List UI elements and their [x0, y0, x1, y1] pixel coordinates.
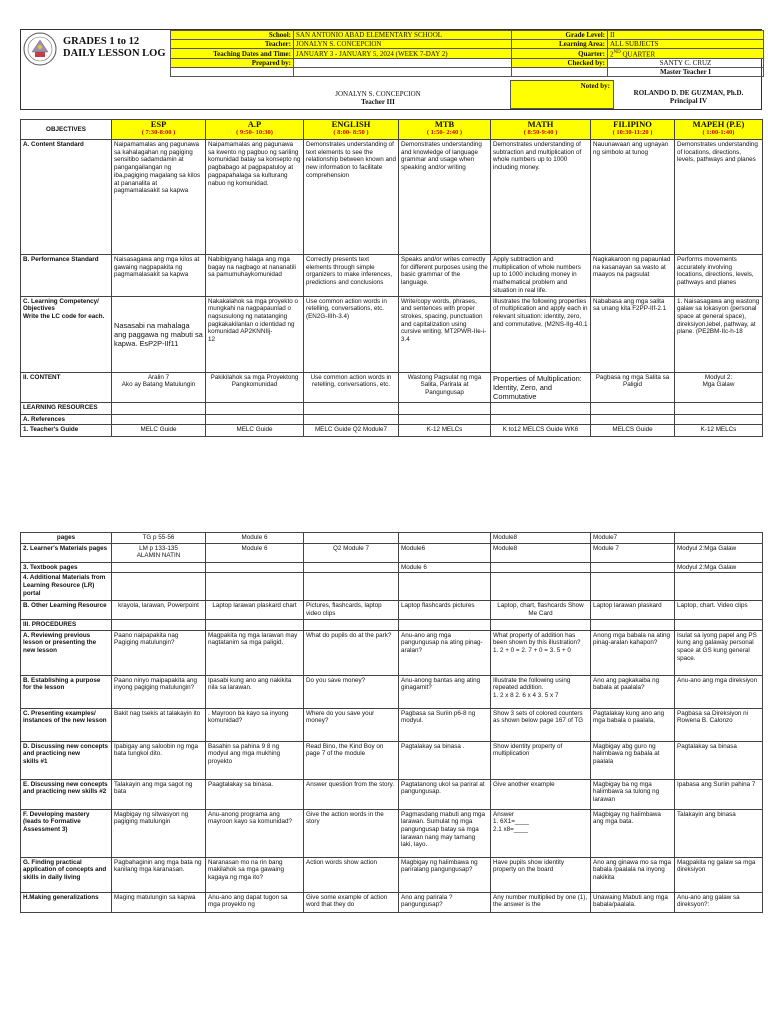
subject-name: MTB — [434, 119, 455, 129]
table-cell — [491, 573, 591, 601]
subject-name: MAPEH (P.E) — [692, 119, 745, 129]
table-row — [21, 402, 763, 414]
lesson-log-title — [63, 36, 166, 60]
checked-label: Checked by: — [512, 59, 608, 68]
table-cell: Show 3 sets of colored counters as shown below page 167 of TG — [491, 708, 591, 741]
table-cell: Laptop, chart. Video clips — [675, 601, 763, 619]
table-row — [21, 708, 763, 741]
row-label: 2. Learner's Materials pages — [21, 543, 112, 562]
table-cell: Pagtalakay kung ano ang mga babala o paalala, — [591, 708, 675, 741]
table-cell: Module 6 — [206, 543, 304, 562]
table-cell: Write/copy words, phrases, and sentences with proper strokes, spacing, punctuation and capitalization using cursive writing. MT2PWR-IIe-i-3.4 — [399, 296, 491, 372]
subject-header — [112, 120, 206, 140]
table-cell: Have pupils show identity property on the board — [491, 857, 591, 892]
table-cell: Talakayin ang binasa — [675, 809, 763, 857]
table-cell — [206, 402, 304, 414]
table-cell: Magbigay ng sitwasyon ng pagiging matulungin — [112, 809, 206, 857]
table-cell — [304, 414, 399, 425]
table-cell — [675, 533, 763, 544]
table-cell — [399, 414, 491, 425]
table-cell: Nabibigyang halaga ang mga bagay na nagbago at nananatili sa pamumuhaykomunidad — [206, 255, 304, 297]
table-cell: Pagbasa sa Suriin p6-8 ng modyul. — [399, 708, 491, 741]
row-label: E. Discussing new concepts and practicing new skills #2 — [21, 779, 112, 809]
table-cell: Naipamamalas ang pagunawa sa kwento ng pagbuo ng sariling komunidad batay sa konsepto ng pagbabago at pagpapatuloy at pagpapahalaga sa kulturang nabuo ng komunidad. — [206, 140, 304, 255]
noted-signature — [614, 89, 763, 105]
objectives-label: OBJECTIVES — [21, 120, 112, 140]
table-cell — [399, 619, 491, 630]
table-cell — [399, 533, 491, 544]
table-cell: Magbigay abg guro ng halimbawa ng babala at paalala — [591, 741, 675, 779]
table-cell: Ano ang parirala ? pangungusap? — [399, 892, 491, 912]
subject-name: A.P — [247, 119, 262, 129]
area-value: ALL SUBJECTS — [608, 40, 764, 49]
table-cell — [206, 414, 304, 425]
table-cell: Anu-ano ang mga pangungusap na ating pinag-aralan? — [399, 630, 491, 675]
table-cell: Laptop larawan plaskard chart — [206, 601, 304, 619]
table-cell: Give the action words in the story — [304, 809, 399, 857]
table-cell: Pagbasa sa Direksiyon ni Rowena B. Calonzo — [675, 708, 763, 741]
table-cell: Anu-ano ang dapat tugon sa mga proyekto ng — [206, 892, 304, 912]
table-cell: Isulat sa iyong papel ang PS kung ang galaway personal space at GS kung general space. — [675, 630, 763, 675]
row-label: 4. Additional Materials from Learning Resource (LR) portal — [21, 573, 112, 601]
subject-time: ( 1:00-1:40) — [702, 129, 735, 136]
table-row — [21, 533, 763, 544]
subject-time: ( 1:50- 2:40 ) — [426, 129, 463, 136]
table-cell: Pagtatanong ukol sa pariral at pangungusap. — [399, 779, 491, 809]
table-cell — [304, 533, 399, 544]
school-label: School: — [171, 31, 294, 40]
table-cell: Action words show action — [304, 857, 399, 892]
objectives-table — [20, 119, 763, 437]
table-cell — [112, 402, 206, 414]
table-cell: Any number multiplied by one (1), the answer is the — [491, 892, 591, 912]
table-cell: Module 7 — [591, 543, 675, 562]
grade-label: Grade Level: — [512, 31, 608, 40]
prepared-signature — [293, 90, 463, 106]
table-cell: Apply subtraction and multiplication of whole numbers up to 1000 including money in mathematical problem and situation in real life. — [491, 255, 591, 297]
row-label: C. Presenting examples/ instances of the new lesson — [21, 708, 112, 741]
table-row — [21, 372, 763, 402]
table-cell: Laptop larawan plaskard — [591, 601, 675, 619]
header-info-grid — [170, 30, 764, 77]
table-cell: Answer question from the story. — [304, 779, 399, 809]
table-cell — [304, 619, 399, 630]
table-row — [21, 562, 763, 573]
table-cell — [591, 414, 675, 425]
table-row — [21, 630, 763, 675]
table-cell — [491, 402, 591, 414]
table-cell: Paano ninyo maipapakita ang inyong pagiging matulungin? — [112, 675, 206, 708]
table-row — [21, 425, 763, 437]
table-cell: Pagbasa ng mga Salita sa Paligid — [591, 372, 675, 402]
table-row — [21, 809, 763, 857]
table-cell: Ipabasa ang Suriin pahina 7 — [675, 779, 763, 809]
row-label: II. CONTENT — [21, 372, 112, 402]
table-row — [21, 857, 763, 892]
table-cell — [206, 562, 304, 573]
row-label: A. References — [21, 414, 112, 425]
table-cell: Pagtalakay sa binasa . — [399, 741, 491, 779]
table-row — [21, 296, 763, 372]
quarter-value: 2ND QUARTER — [608, 49, 764, 59]
table-cell — [304, 562, 399, 573]
subject-time: ( 10:30-11:20 ) — [612, 129, 653, 136]
area-label: Learning Area: — [512, 40, 608, 49]
subject-name: FILIPINO — [613, 119, 652, 129]
table-cell: Magbigay ba ng mga halimbawa sa tulong ng larawan — [591, 779, 675, 809]
row-label: LEARNING RESOURCES — [21, 402, 112, 414]
table-cell: Q2 Module 7 — [304, 543, 399, 562]
subject-name: ESP — [150, 119, 167, 129]
row-label: B. Other Learning Resource — [21, 601, 112, 619]
table-cell: LM p 133-135 ALAMIN NATIN — [112, 543, 206, 562]
table-cell: Magpakita ng galaw sa mga direksiyon — [675, 857, 763, 892]
table-cell: Modyul 2:Mga Galaw — [675, 562, 763, 573]
title-dll: DAILY LESSON LOG — [63, 48, 166, 59]
row-label: 1. Teacher's Guide — [21, 425, 112, 437]
deped-seal-icon — [23, 32, 57, 66]
table-cell: Pagmasdang mabuti ang mga larawan. Sumulat ng mga pangungusap batay sa mga larawan nang may tamang laki, layo. — [399, 809, 491, 857]
table-cell: Illustrate the following using repeated addition. 1. 2 x 8 2. 6 x 4 3. 5 x 7 — [491, 675, 591, 708]
table-cell: Read Bino, the Kind Boy on page 7 of the module — [304, 741, 399, 779]
table-cell — [591, 402, 675, 414]
table-row — [21, 892, 763, 912]
table-cell: . Mayroon ba kayo sa inyong komunidad? — [206, 708, 304, 741]
noted-name: ROLANDO D. DE GUZMAN, Ph.D. — [633, 89, 744, 97]
table-cell — [206, 573, 304, 601]
table-cell: Nakakalahok sa mga proyekto o mungkahi na nagpapaunlad o nagsusulong ng natatanging pagkakakilanlan o identidad ng komunidad AP2KNNIIj- 12 — [206, 296, 304, 372]
table-cell: 1. Naisasagawa ang wastong galaw sa lokasyon (personal space at general space), direksiyon,lebel, pathway, at plane. (PE2BM-IIc-h-18 — [675, 296, 763, 372]
table-cell: Talakayin ang mga sagot ng bata — [112, 779, 206, 809]
table-cell — [675, 402, 763, 414]
table-cell: Pagtalakay sa binasa — [675, 741, 763, 779]
table-cell: Wastong Pagsulat ng mga Salita, Parirala at Pangungusap — [399, 372, 491, 402]
table-cell: Correctly presents text elements through simple organizers to make inferences, predictions and conclusions — [304, 255, 399, 297]
table-cell: What do pupils do at the park? — [304, 630, 399, 675]
table-cell: Properties of Multiplication: Identity, Zero, and Commutative — [491, 372, 591, 402]
noted-title: Principal IV — [669, 97, 708, 105]
table-cell: Use common action words in retelling, conversations, etc. (EN2G-IIIh-3.4) — [304, 296, 399, 372]
table-cell — [675, 573, 763, 601]
table-cell: Module 6 — [206, 533, 304, 544]
table-cell: Paagtalakay sa binasa. — [206, 779, 304, 809]
subject-header — [591, 120, 675, 140]
table-cell: Naisasagawa ang mga kilos at gawaing nagpapakita ng pagmamalasakit sa kapwa — [112, 255, 206, 297]
table-cell: Ipasabi kung ano ang nakikita nila sa larawan. — [206, 675, 304, 708]
table-cell: Demonstrates understanding of text elements to see the relationship between known and new information to facilitate comprehension — [304, 140, 399, 255]
table-cell: MELCS Guide — [591, 425, 675, 437]
table-cell: Where do you save your money? — [304, 708, 399, 741]
table-cell: Module6 — [399, 543, 491, 562]
procedures-table — [20, 532, 763, 913]
table-cell: K to12 MELCS Guide WK6 — [491, 425, 591, 437]
subject-time: ( 7:30-8:00 ) — [141, 129, 176, 136]
prepared-title: Teacher III — [361, 98, 395, 106]
table-cell: Aralin 7 Ako ay Batang Matulungin — [112, 372, 206, 402]
table-cell: Module8 — [491, 543, 591, 562]
table-cell: Bakit nag tsekis at talakayin ito — [112, 708, 206, 741]
subject-header — [675, 120, 763, 140]
table-row — [21, 414, 763, 425]
table-cell — [491, 619, 591, 630]
dates-label: Teaching Dates and Time: — [171, 49, 294, 59]
table-cell: Ipabigay ang saloobin ng mga bata tungkol dito. — [112, 741, 206, 779]
table-cell: TG p 55-56 — [112, 533, 206, 544]
table-cell: Anu-anong bantas ang ating ginagamit? — [399, 675, 491, 708]
subject-header — [399, 120, 491, 140]
table-cell: MELC Guide — [112, 425, 206, 437]
table-cell: Modyul 2:Mga Galaw — [675, 543, 763, 562]
subject-name: ENGLISH — [331, 119, 371, 129]
row-label: B. Establishing a purpose for the lesson — [21, 675, 112, 708]
table-cell: Laptop flashcards pictures — [399, 601, 491, 619]
table-cell: Pagbahaginin ang mga bata ng kanilang mga karanasan. — [112, 857, 206, 892]
row-label: B. Performance Standard — [21, 255, 112, 297]
table-cell — [591, 573, 675, 601]
table-cell: Unawaing Mabuti ang mga babala/paalala. — [591, 892, 675, 912]
table-row — [21, 543, 763, 562]
table-cell: Ano ang pagkakaiba ng babala at paalala? — [591, 675, 675, 708]
table-cell: krayola, larawan, Powerpoint — [112, 601, 206, 619]
table-row — [21, 140, 763, 255]
table-cell: Laptop, chart, flashcards Show Me Card — [491, 601, 591, 619]
table-cell — [112, 573, 206, 601]
table-cell: MELC Guide — [206, 425, 304, 437]
table-cell: Do you save money? — [304, 675, 399, 708]
noted-label: Noted by: — [510, 80, 614, 109]
table-cell — [675, 619, 763, 630]
row-label: A. Reviewing previous lesson or presenting the new lesson — [21, 630, 112, 675]
school-value: SAN ANTONIO ABAD ELEMENTARY SCHOOL — [294, 31, 512, 40]
table-cell: Demonstrates understanding of subtraction and multiplication of whole numbers up to 1000 including money. — [491, 140, 591, 255]
table-cell: K-12 MELCs — [399, 425, 491, 437]
table-cell: Nagkakaroon ng papaunlad na kasanayan sa wasto at maayos na pagsulat — [591, 255, 675, 297]
table-cell: Illustrates the following properties of multiplication and apply each in relevant situation: identity, zero, and commutative. (M2NS-IIg-40.1 — [491, 296, 591, 372]
table-cell — [591, 619, 675, 630]
table-cell: Basahin sa pahina 9 8 ng modyul ang mga mukhing proyekto — [206, 741, 304, 779]
table-cell — [206, 619, 304, 630]
checked-title: Master Teacher I — [608, 68, 764, 77]
subject-header-row — [21, 120, 763, 140]
checked-name: SANTY C. CRUZ — [608, 59, 764, 68]
table-cell: Nababasa ang mga salita sa unang kita F2PP-IIf-2.1 — [591, 296, 675, 372]
table-cell: Naipamamalas ang pagunawa sa kahalagahan ng pagiging sensitibo sadamdamin at pangangailangan ng iba,pagiging magalang sa kilos at pananalita at pagmamalasakit sa kapwa — [112, 140, 206, 255]
table-cell: Pakikilahok sa mga Proyektong Pangkomunidad — [206, 372, 304, 402]
grade-value: II — [608, 31, 764, 40]
lesson-log-header — [20, 29, 762, 110]
table-cell: Anu-ano ang galaw sa direksyon?: — [675, 892, 763, 912]
row-label: D. Discussing new concepts and practicing new skills #1 — [21, 741, 112, 779]
row-label: A. Content Standard — [21, 140, 112, 255]
table-cell: Answer 1. 6X1=____ 2.1 x8=____ — [491, 809, 591, 857]
table-row — [21, 601, 763, 619]
row-label: H.Making generalizations — [21, 892, 112, 912]
teacher-value: JONALYN S. CONCEPCION — [294, 40, 512, 49]
table-cell: Ano ang ginawa mo sa mga babala /paalala na inyong nakikita — [591, 857, 675, 892]
table-cell: Demonstrates understanding and knowledge of language grammar and usage when speaking and/or writing — [399, 140, 491, 255]
quarter-label: Quarter: — [512, 49, 608, 59]
table-row — [21, 255, 763, 297]
table-cell: Magpakita ng mga larawan may nagtatanim sa mga paligid. — [206, 630, 304, 675]
row-label: F. Developing mastery (leads to Formative Assessment 3) — [21, 809, 112, 857]
table-cell — [304, 573, 399, 601]
row-label: G. Finding practical application of concepts and skills in daily living — [21, 857, 112, 892]
subject-header — [206, 120, 304, 140]
prepared-label: Prepared by: — [171, 59, 294, 68]
table-row — [21, 779, 763, 809]
table-cell: Anong mga babala na ating pinag-aralan kahapon? — [591, 630, 675, 675]
table-cell: Maging matulungin sa kapwa — [112, 892, 206, 912]
subject-header — [304, 120, 399, 140]
table-cell: Performs movements accurately involving locations, directions, levels, pathways and planes — [675, 255, 763, 297]
row-label: pages — [21, 533, 112, 544]
table-cell: Give some example of action word that they do — [304, 892, 399, 912]
table-cell: Use common action words in retelling, conversations, etc. — [304, 372, 399, 402]
dates-value: JANUARY 3 - JANUARY 5, 2024 (WEEK 7-DAY 2) — [294, 49, 512, 59]
table-cell: Give another example — [491, 779, 591, 809]
table-cell: K-12 MELCs — [675, 425, 763, 437]
table-cell — [399, 402, 491, 414]
table-cell: Paano naipapakita nag Pagiging matulungin? — [112, 630, 206, 675]
subject-time: ( 8:00- 8:50 ) — [333, 129, 369, 136]
subject-time: ( 8:50-9:40 ) — [523, 129, 558, 136]
table-cell — [399, 573, 491, 601]
subject-time: ( 9:50- 10:30) — [236, 129, 273, 136]
table-cell: Module8 — [491, 533, 591, 544]
subject-header — [491, 120, 591, 140]
table-cell — [591, 562, 675, 573]
row-label: III. PROCEDURES — [21, 619, 112, 630]
row-label: 3. Textbook pages — [21, 562, 112, 573]
table-row — [21, 741, 763, 779]
table-cell: Nasasabi na mahalaga ang paggawa ng mabuti sa kapwa. EsP2P-IIf11 — [112, 296, 206, 372]
table-row — [21, 675, 763, 708]
title-grades: GRADES 1 to 12 — [63, 36, 140, 47]
table-cell — [491, 562, 591, 573]
table-cell: What property of addition has been shown by this illustration? 1. 2 + 0 = 2. 7 + 0 = 3. 5 + 0 — [491, 630, 591, 675]
table-cell: Anu-anong programa ang mayroon kayo sa komunidad? — [206, 809, 304, 857]
table-row — [21, 619, 763, 630]
table-cell — [491, 414, 591, 425]
table-cell: Speaks and/or writes correctly for different purposes using the basic grammar of the language. — [399, 255, 491, 297]
table-cell: Nauunawaan ang ugnayan ng simbolo at tunog — [591, 140, 675, 255]
table-cell: Demonstrates understanding of locations, directions, levels, pathways and planes — [675, 140, 763, 255]
table-cell: Magbigay ng halimbawa ng pariralang pangungusap? — [399, 857, 491, 892]
table-cell — [675, 414, 763, 425]
table-cell: Magbigay ng halimbawa ang mga bata. — [591, 809, 675, 857]
prepared-name: JONALYN S. CONCEPCION — [335, 90, 421, 98]
table-row — [21, 573, 763, 601]
table-cell — [304, 402, 399, 414]
table-cell — [112, 562, 206, 573]
table-cell: Modyul 2: Mga Galaw — [675, 372, 763, 402]
table-cell: Naranasan mo na rin bang makilahok sa mga gawaing kagaya ng mga ito? — [206, 857, 304, 892]
table-cell: Pictures, flashcards, laptop video clips — [304, 601, 399, 619]
row-label: C. Learning Competency/ Objectives Write the LC code for each. — [21, 296, 112, 372]
table-cell: Show identity property of multiplication — [491, 741, 591, 779]
table-cell: Anu-ano ang mga direksiyon — [675, 675, 763, 708]
table-cell: Module7 — [591, 533, 675, 544]
table-cell: Module 6 — [399, 562, 491, 573]
table-cell — [112, 619, 206, 630]
teacher-label: Teacher: — [171, 40, 294, 49]
table-cell: MELC Guide Q2 Module7 — [304, 425, 399, 437]
subject-name: MATH — [527, 119, 554, 129]
table-cell — [112, 414, 206, 425]
